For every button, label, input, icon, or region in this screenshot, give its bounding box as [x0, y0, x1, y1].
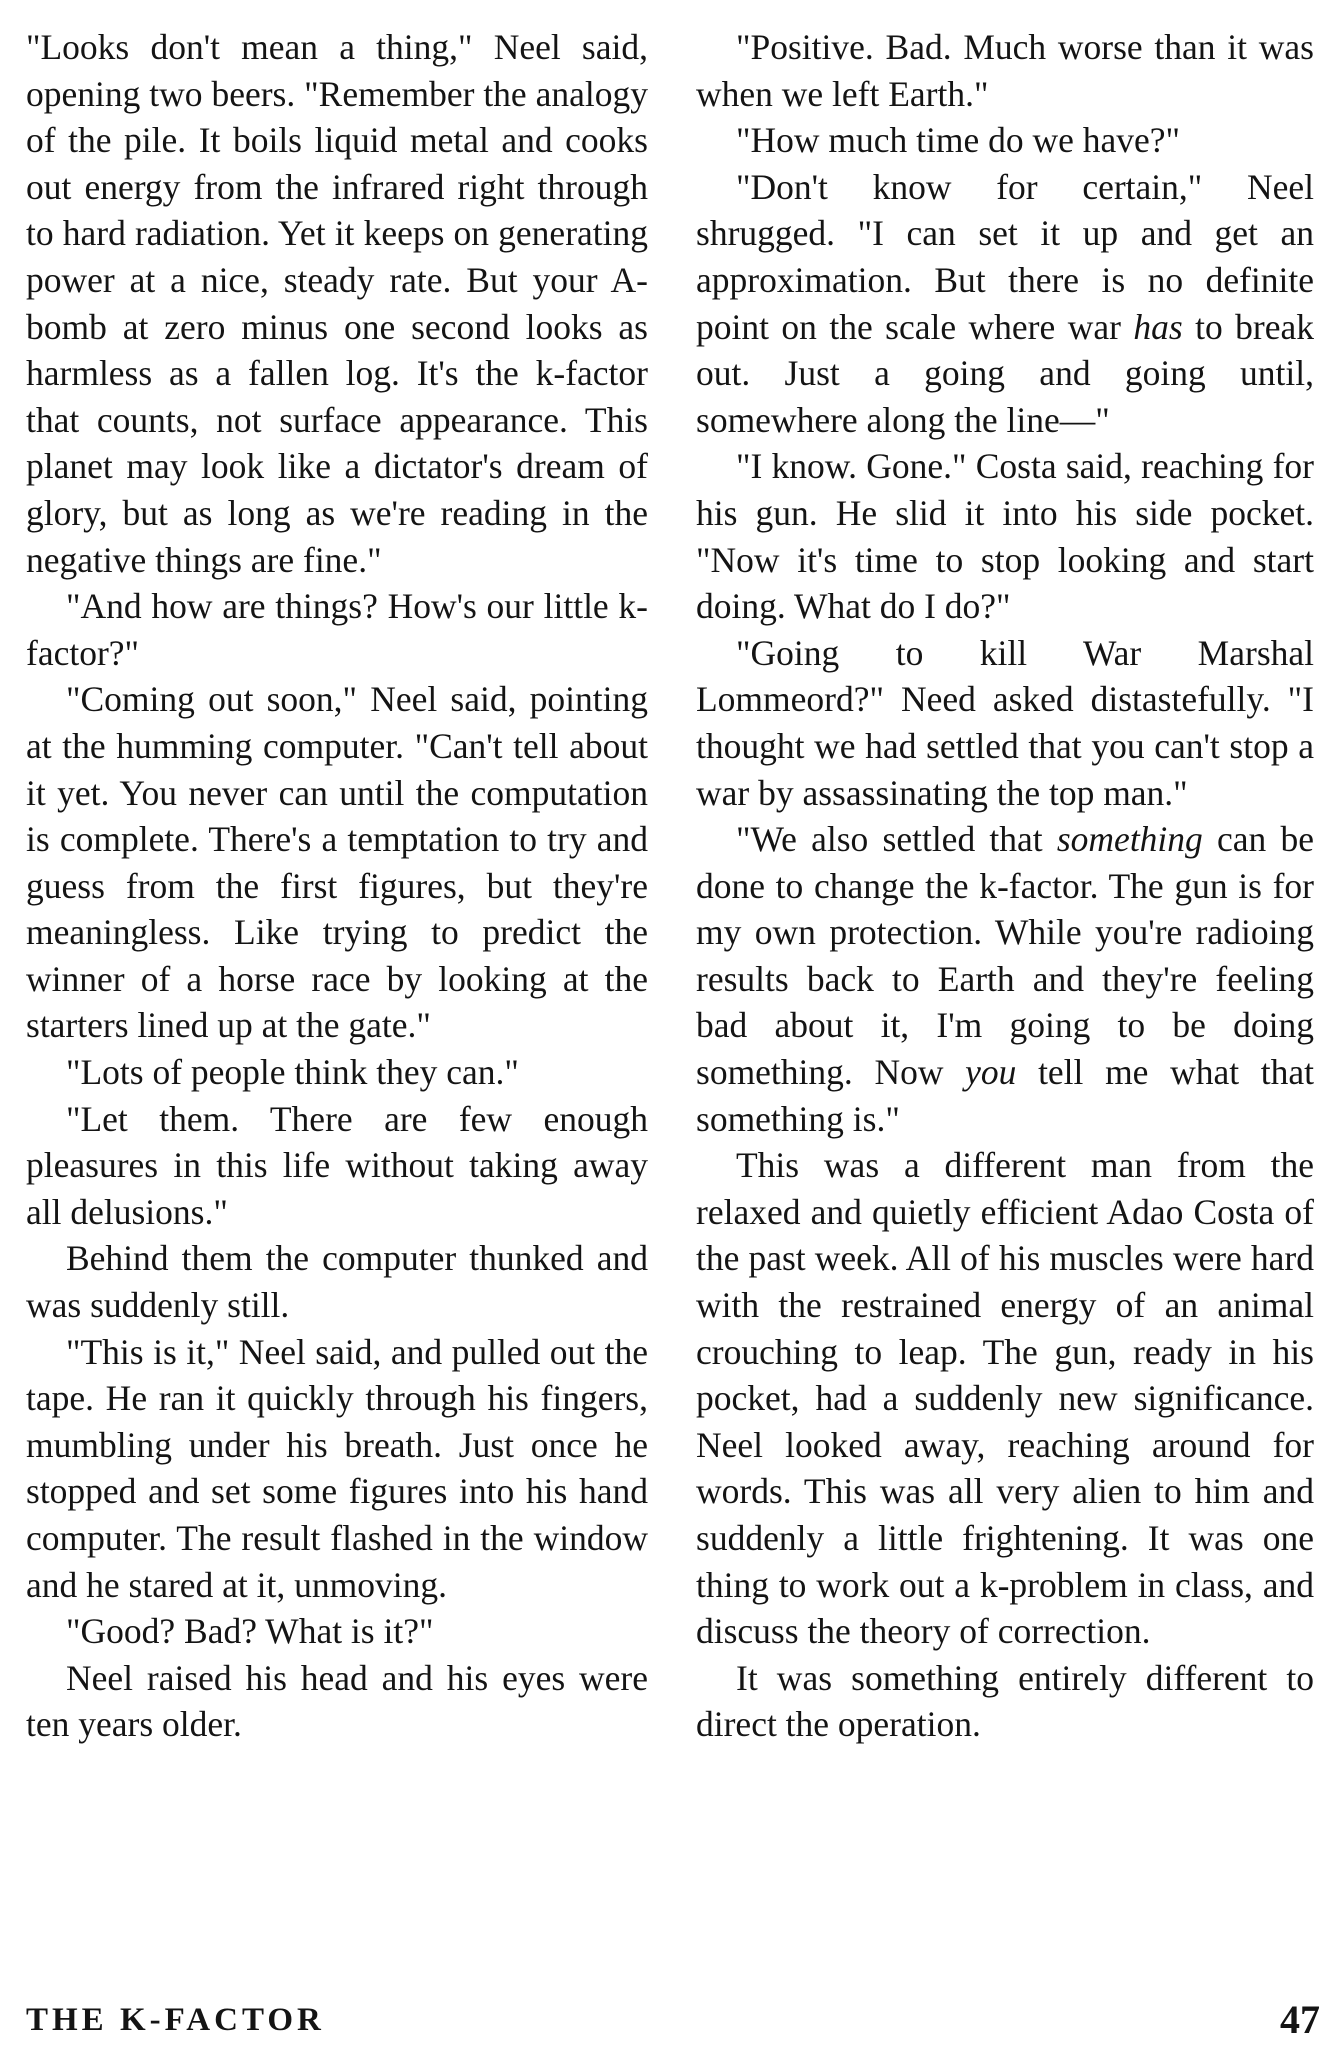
paragraph — [696, 816, 1314, 1142]
paragraph: "Let them. There are few enough pleasures in this life without taking away all delusions." — [26, 1098, 648, 1232]
running-footer-title: THE K-FACTOR — [26, 2002, 325, 2038]
right-text-column — [696, 24, 1314, 1748]
italic-word: has — [1133, 306, 1183, 347]
paragraph: "How much time do we have?" — [736, 120, 1181, 161]
paragraph: "Going to kill War Marshal Lommeord?" Need asked distastefully. "I thought we had settled that you can't stop a war by assassinating the top man." — [696, 632, 1314, 813]
paragraph: This was a different man from the relaxed and quietly efficient Adao Costa of the past week. All of his muscles were hard with the restrained energy of an animal crouching to leap. The gun, ready in his pocket, had a suddenly new significance. Neel looked away, reaching around for words. This was all very alien to him and suddenly a little frightening. It was one thing to work out a k-problem in class, and discuss the theory of correction. — [696, 1145, 1314, 1652]
italic-word: you — [965, 1052, 1017, 1093]
text-run: tell me what that something is." — [696, 1052, 1314, 1139]
paragraph: Neel raised his head and his eyes were ten years older. — [26, 1657, 648, 1745]
paragraph: "Positive. Bad. Much worse than it was when we left Earth." — [696, 27, 1314, 114]
paragraph: "And how are things? How's our little k-factor?" — [26, 586, 648, 673]
text-run: "Don't know for certain," Neel shrugged. "I can set it up and get an approximation. But there is no definite point on the scale where war — [696, 166, 1314, 347]
paragraph: "Lots of people think they can." — [66, 1052, 519, 1093]
italic-word: something — [1056, 819, 1203, 860]
text-run: "We also settled that — [736, 819, 1057, 860]
paragraph: It was something entirely different to direct the operation. — [696, 1657, 1314, 1745]
paragraph: "Good? Bad? What is it?" — [66, 1611, 434, 1652]
paragraph: "This is it," Neel said, and pulled out the tape. He ran it quickly through his fingers, mumbling under his breath. Just once he stopped and set some figures into his hand computer. The result flashed in the window and he stared at it, unmoving. — [26, 1331, 648, 1605]
paragraph: "Coming out soon," Neel said, pointing at the humming computer. "Can't tell about it yet. You never can until the computation is complete. There's a temptation to try and guess from the first figures, but they're meaningless. Like trying to predict the winner of a horse race by looking at the starters lined up at the gate." — [26, 679, 648, 1046]
paragraph — [696, 164, 1314, 444]
paragraph: "Looks don't mean a thing," Neel said, opening two beers. "Remember the analogy of the pile. It boils liquid metal and cooks out energy from the infrared right through to hard radiation. Yet it keeps on generating power at a nice, steady rate. But your A-bomb at zero minus one second looks as harmless as a fallen log. It's the k-factor that counts, not surface appearance. This planet may look like a dictator's dream of glory, but as long as we're reading in the negative things are fine." — [26, 27, 648, 580]
paragraph: "I know. Gone." Costa said, reaching for his gun. He slid it into his side pocket. "Now it's time to stop looking and start doing. What do I do?" — [696, 446, 1314, 627]
text-run: can be done to change the k-factor. The gun is for my own protection. While you're radioing results back to Earth and they're feeling bad about it, I'm going to be doing something. Now — [696, 819, 1314, 1093]
page-number: 47 — [1280, 1997, 1320, 2042]
left-text-column — [26, 24, 648, 1748]
text-run: to break out. Just a going and going until, somewhere along the line—" — [696, 306, 1315, 440]
paragraph: Behind them the computer thunked and was suddenly still. — [26, 1238, 648, 1326]
